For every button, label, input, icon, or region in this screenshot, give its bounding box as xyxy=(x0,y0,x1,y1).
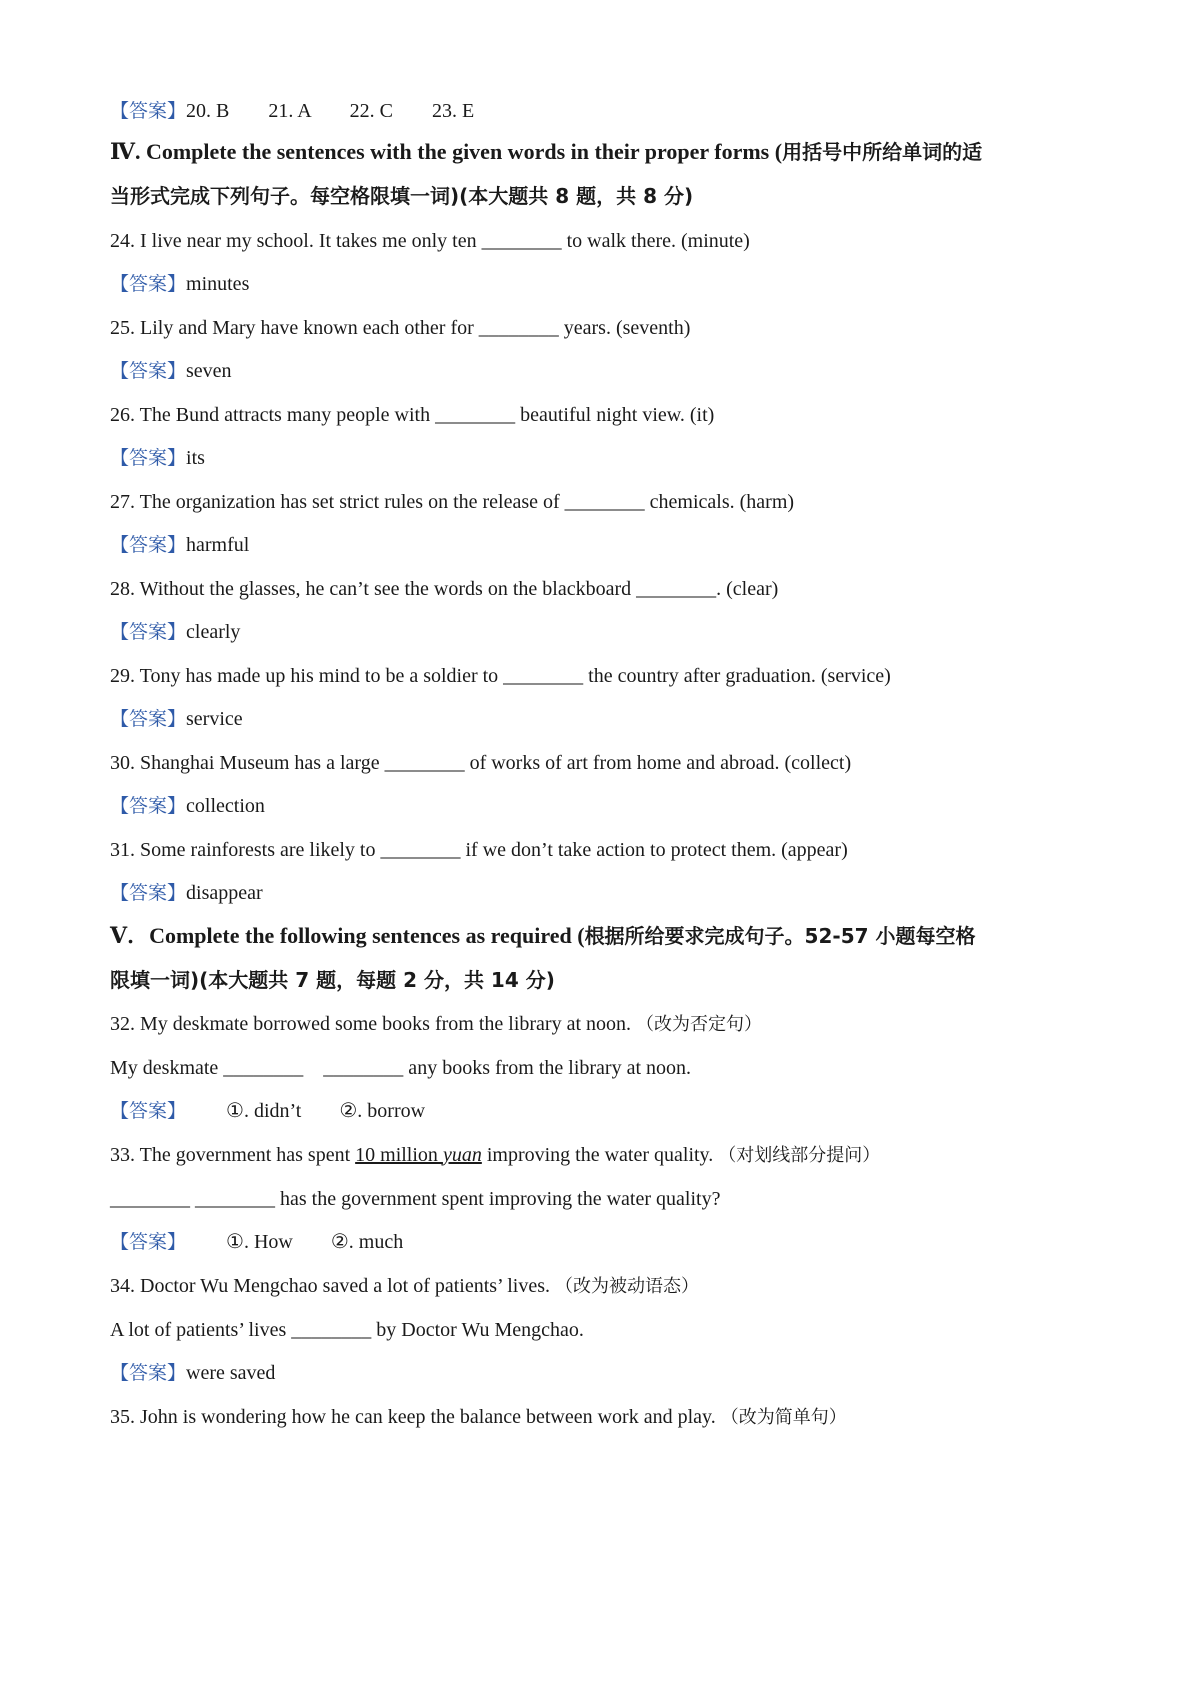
answer-32-blank-1: ①. didn’t xyxy=(226,1100,302,1122)
question-27: 27. The organization has set strict rules on the release of ________ chemicals. (harm) xyxy=(110,491,795,513)
answer-29-text: service xyxy=(186,708,243,730)
answer-tag: 【答案】 xyxy=(110,621,187,643)
answer-tag: 【答案】 xyxy=(110,534,187,556)
question-29: 29. Tony has made up his mind to be a soldier to ________ the country after graduation. (service) xyxy=(110,665,891,687)
section-4-heading-cn: 用括号中所给单词的适 xyxy=(782,140,983,164)
section-5-heading-cn: 根据所给要求完成句子。52-57 小题每空格 xyxy=(584,924,976,948)
question-33-underlined-unit: yuan xyxy=(442,1144,482,1166)
answer-tag: 【答案】 xyxy=(110,708,187,730)
question-34-note: （改为被动语态） xyxy=(555,1276,700,1297)
question-32-text: 32. My deskmate borrowed some books from the library at noon. xyxy=(110,1013,632,1035)
answer-tag: 【答案】 xyxy=(110,273,187,295)
answer-tag: 【答案】 xyxy=(110,447,187,469)
section-4-heading-line2-text: 当形式完成下列句子。每空格限填一词)(本大题共 8 题，共 8 分) xyxy=(110,184,694,208)
question-32 xyxy=(110,1011,762,1038)
answer-24 xyxy=(110,271,249,297)
question-33-pre: 33. The government has spent xyxy=(110,1144,356,1166)
answer-22: 22. C xyxy=(349,100,393,122)
answer-33-blank-1: ①. How xyxy=(226,1231,293,1253)
answer-26 xyxy=(110,445,205,471)
answer-line-20-23 xyxy=(110,98,474,124)
answer-21: 21. A xyxy=(268,100,311,122)
answer-25 xyxy=(110,358,232,384)
answer-32-blank-2: ②. borrow xyxy=(339,1100,426,1122)
answer-tag: 【答案】 xyxy=(110,795,187,817)
answer-27-text: harmful xyxy=(186,534,250,556)
question-35-text: 35. John is wondering how he can keep the balance between work and play. xyxy=(110,1406,716,1428)
answer-34-text: were saved xyxy=(186,1362,276,1384)
answer-tag: 【答案】 xyxy=(110,1362,187,1384)
answer-24-text: minutes xyxy=(186,273,250,295)
section-5-heading-line1 xyxy=(110,923,976,949)
answer-20: 20. B xyxy=(186,100,230,122)
answer-tag: 【答案】 xyxy=(110,1100,187,1122)
section-5-heading-en: Ⅴ．Complete the following sentences as required ( xyxy=(110,923,585,948)
question-35-note: （改为简单句） xyxy=(720,1407,847,1428)
answer-30 xyxy=(110,793,265,819)
answer-tag: 【答案】 xyxy=(110,1231,187,1253)
answer-tag: 【答案】 xyxy=(110,882,187,904)
answer-34 xyxy=(110,1360,275,1386)
question-31: 31. Some rainforests are likely to ________ if we don’t take action to protect them. (appear) xyxy=(110,839,848,861)
question-33-fill: ________ ________ has the government spent improving the water quality? xyxy=(110,1188,721,1210)
section-5-heading-line2 xyxy=(110,967,555,993)
question-33-post: improving the water quality. xyxy=(481,1144,714,1166)
section-4-heading-line2 xyxy=(110,183,693,209)
answer-29 xyxy=(110,706,243,732)
answer-32 xyxy=(110,1098,425,1124)
question-33-note: （对划线部分提问） xyxy=(718,1145,881,1166)
question-30: 30. Shanghai Museum has a large ________ of works of art from home and abroad. (collect) xyxy=(110,752,852,774)
answer-tag: 【答案】 xyxy=(110,360,187,382)
question-34 xyxy=(110,1273,699,1300)
question-32-fill: My deskmate ________ ________ any books from the library at noon. xyxy=(110,1057,692,1079)
question-28: 28. Without the glasses, he can’t see the words on the blackboard ________. (clear) xyxy=(110,578,779,600)
question-33-underlined xyxy=(355,1144,482,1166)
answer-27 xyxy=(110,532,249,558)
question-34-text: 34. Doctor Wu Mengchao saved a lot of patients’ lives. xyxy=(110,1275,551,1297)
answer-33-blank-2: ②. much xyxy=(330,1231,404,1253)
answer-25-text: seven xyxy=(186,360,232,382)
question-34-fill: A lot of patients’ lives ________ by Doctor Wu Mengchao. xyxy=(110,1319,584,1341)
question-25: 25. Lily and Mary have known each other for ________ years. (seventh) xyxy=(110,317,691,339)
answer-31 xyxy=(110,880,263,906)
section-5-heading-line2-text: 限填一词)(本大题共 7 题，每题 2 分，共 14 分) xyxy=(110,968,555,992)
answer-30-text: collection xyxy=(186,795,265,817)
answer-28-text: clearly xyxy=(186,621,241,643)
question-35 xyxy=(110,1404,847,1431)
answer-23: 23. E xyxy=(431,100,475,122)
question-33-underlined-amount: 10 million xyxy=(355,1144,443,1166)
section-4-heading-line1 xyxy=(110,139,982,165)
answer-26-text: its xyxy=(186,447,205,469)
question-26: 26. The Bund attracts many people with ________ beautiful night view. (it) xyxy=(110,404,715,426)
section-4-heading-en: Ⅳ. Complete the sentences with the given words in their proper forms ( xyxy=(110,139,783,164)
answer-tag: 【答案】 xyxy=(110,100,187,122)
answer-31-text: disappear xyxy=(186,882,263,904)
question-32-note: （改为否定句） xyxy=(636,1014,763,1035)
question-33 xyxy=(110,1142,880,1169)
answer-33 xyxy=(110,1229,403,1255)
question-24: 24. I live near my school. It takes me only ten ________ to walk there. (minute) xyxy=(110,230,750,252)
answer-28 xyxy=(110,619,240,645)
